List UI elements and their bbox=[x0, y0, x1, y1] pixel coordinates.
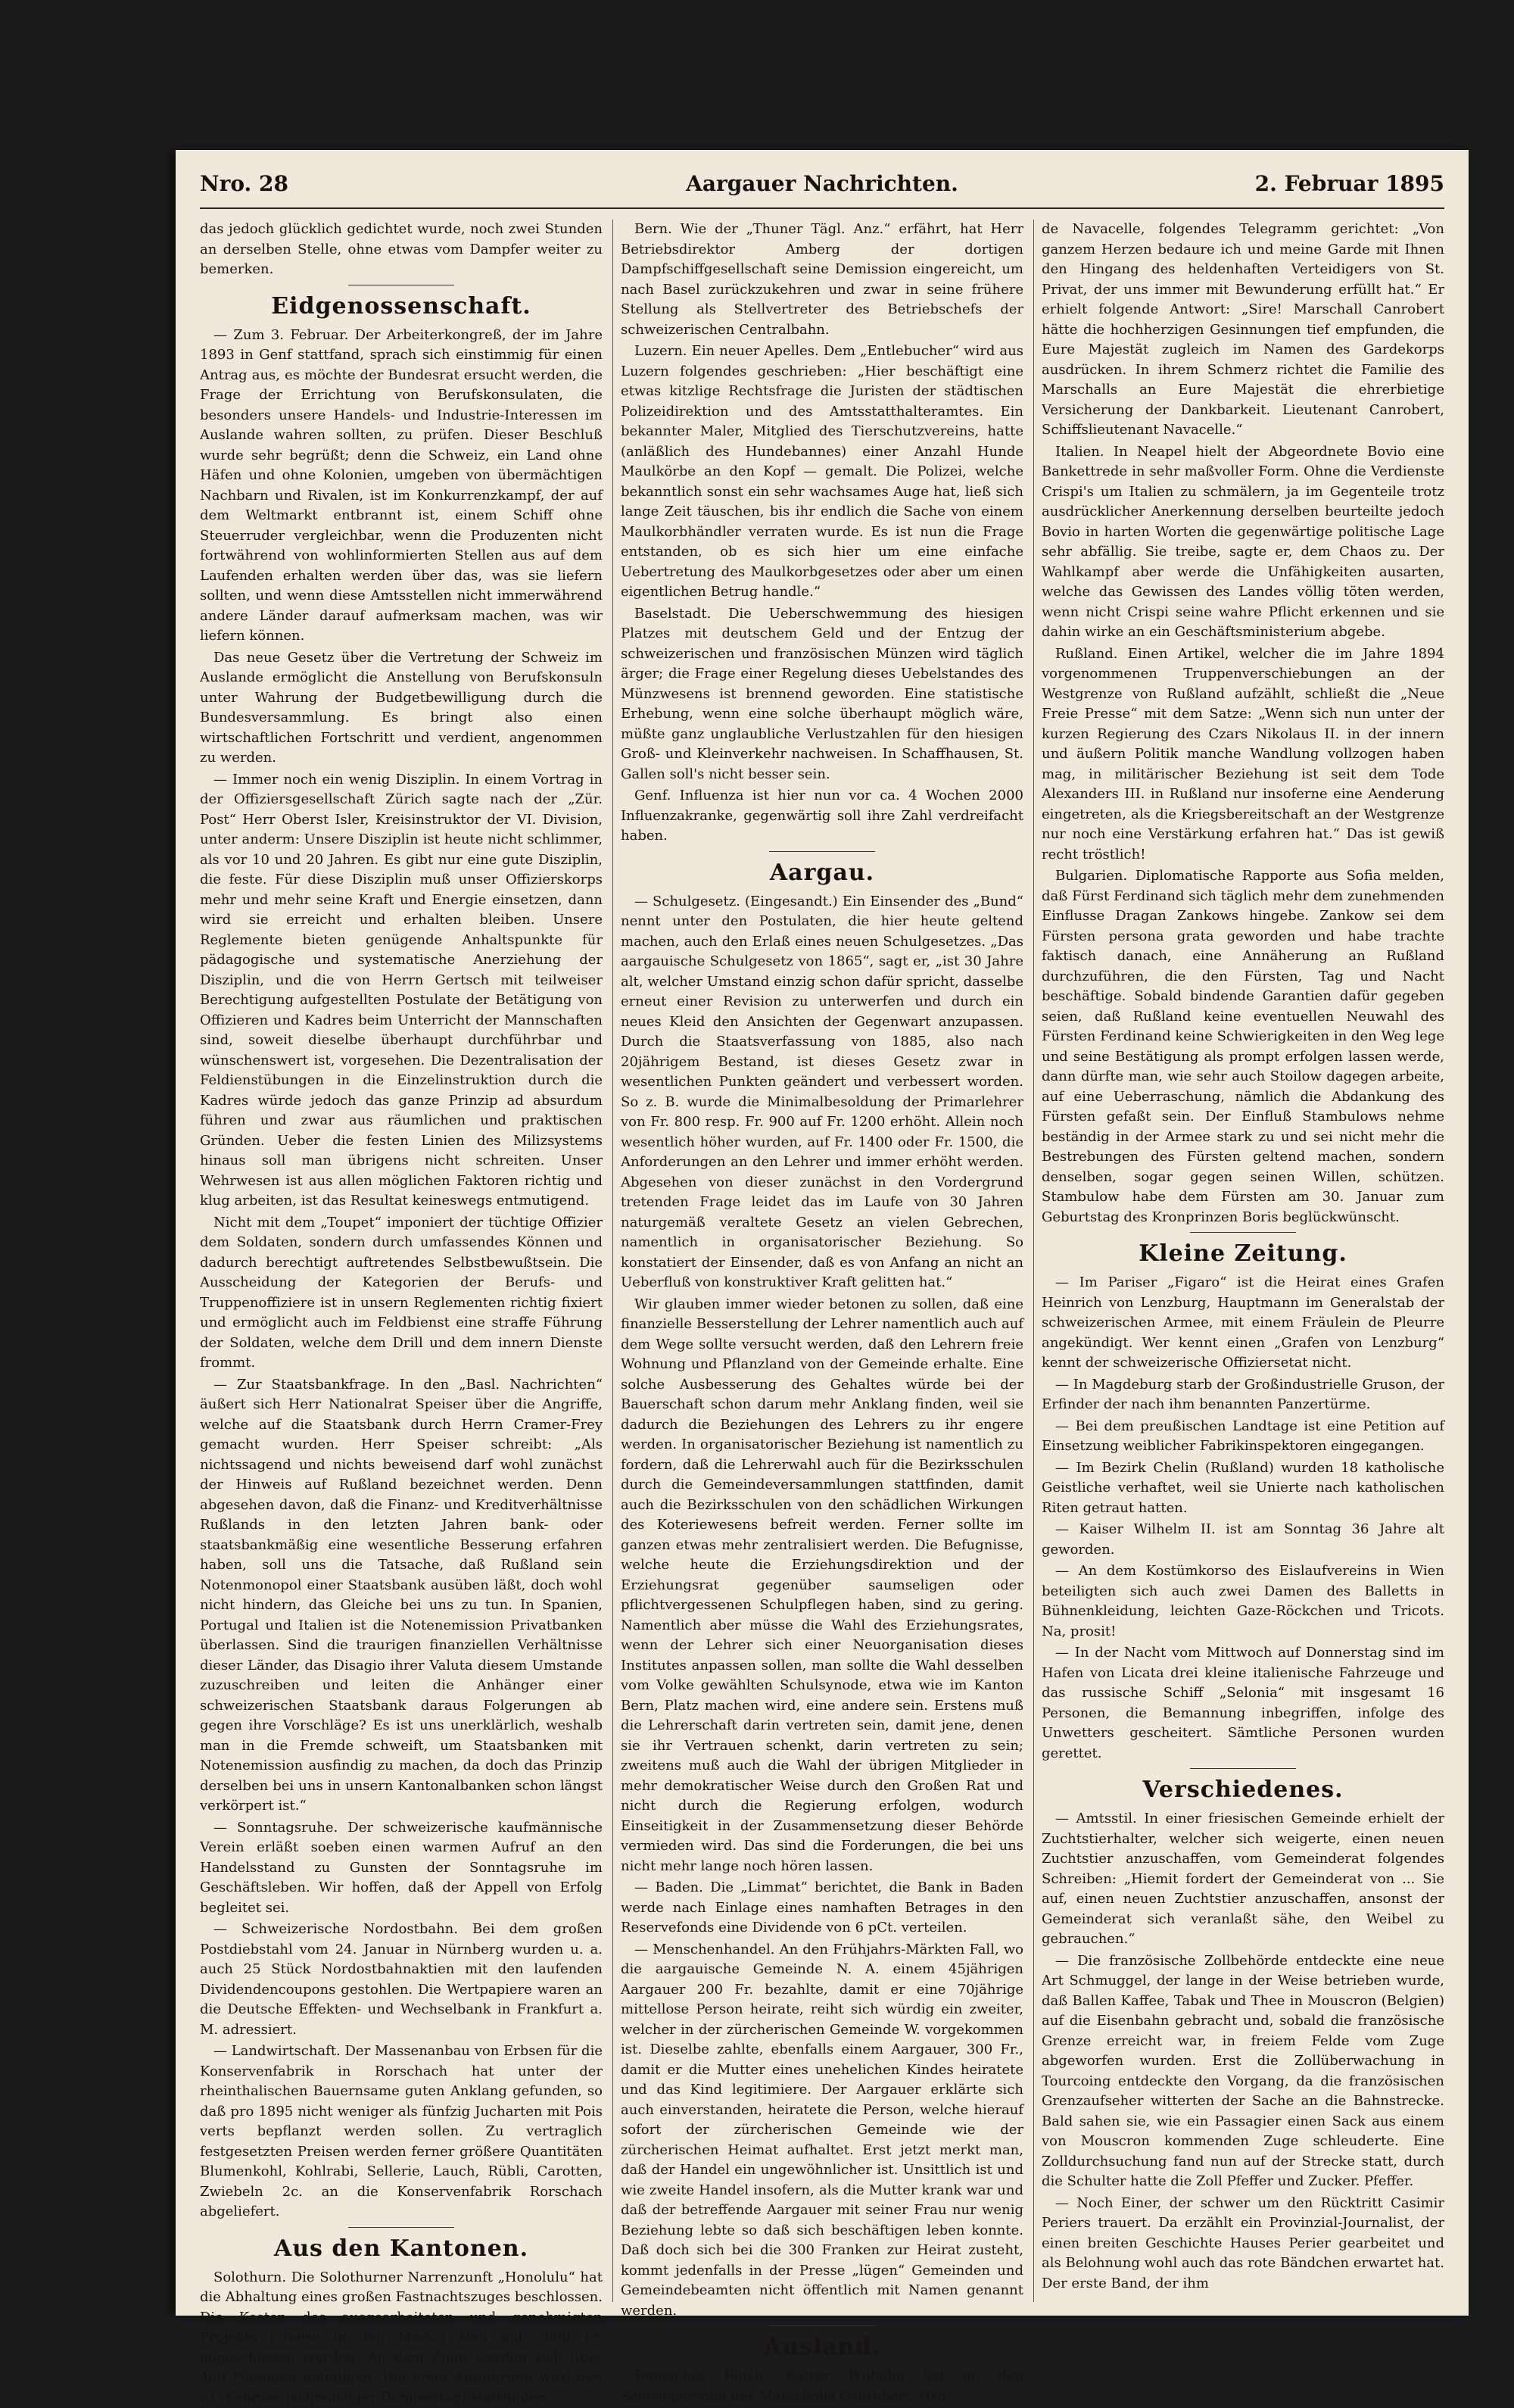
newspaper-page bbox=[176, 150, 1469, 2316]
paragraph: — Im Bezirk Chelin (Rußland) wurden 18 katholische Geistliche verhaftet, weil sie Unierte nach katholischen Riten getraut hatten. bbox=[1042, 1458, 1444, 1519]
paragraph: — Bei dem preußischen Landtage ist eine Petition auf Einsetzung weiblicher Fabrikinspektoren eingegangen. bbox=[1042, 1417, 1444, 1457]
section-rule bbox=[1190, 1232, 1296, 1233]
paragraph: — Zum 3. Februar. Der Arbeiterkongreß, der im Jahre 1893 in Genf stattfand, sprach sich einstimmig für einen Antrag aus, es möchte der Bundesrat ersucht werden, die Frage der Errichtung von Berufskonsulaten, die besonders unsere Handels- und Industrie-Interessen im Auslande wahren sollten, zu prüfen. Dieser Beschluß wurde sehr begrüßt; denn die Schweiz, ein Land ohne Häfen und ohne Kolonien, umgeben von übermächtigen Nachbarn und Rivalen, ist im Konkurrenzkampf, der auf dem Weltmarkt entbrannt ist, einem Schiff ohne Steuerruder vergleichbar, wenn die Produzenten nicht fortwährend von wohlinformierten Stellen aus auf dem Laufenden erhalten werden über das, was sie liefern sollten, und wenn diese Amtsstellen nicht immerwährend andere Länder darauf aufmerksam machen, was wir liefern können. bbox=[200, 326, 603, 647]
paragraph: — Die französische Zollbehörde entdeckte eine neue Art Schmuggel, der lange in der Weise betrieben wurde, daß Ballen Kaffee, Tabak und Thee in Mouscron (Belgien) auf die Eisenbahn gebracht und, sobald die französische Grenze erreicht war, in freiem Felde vom Zuge abgeworfen wurden. Erst die Zollüberwachung in Tourcoing entdeckte den Vorgang, da die französischen Grenzaufseher witterten der Sache an die Bahnstrecke. Bald sahen sie, wie ein Passagier einen Sack aus einem von Mouscron kommenden Zuge schleuderte. Eine Zolldurchsuchung fand nun auf der Strecke statt, durch die Schulter hatte die Zoll Pfeffer und Zucker. Pfeffer. bbox=[1042, 1951, 1444, 2192]
paragraph: de Navacelle, folgendes Telegramm gerichtet: „Von ganzem Herzen bedaure ich und meine Garde mit Ihnen den Hingang des heldenhaften Verteidigers von St. Privat, der uns immer mit Bewunderung erfüllt hat.“ Er erhielt folgende Antwort: „Sire! Marschall Canrobert hätte die hochherzigen Gesinnungen tief empfunden, die Eure Majestät zugleich im Namen des Gardekorps ausdrücken. In ihrem Schmerz richtet die Familie des Marschalls an Eure Majestät die ehrerbietige Versicherung der Dankbarkeit. Lieutenant Canrobert, Schiffslieutenant Navacelle.“ bbox=[1042, 220, 1444, 441]
column-divider bbox=[612, 220, 613, 2302]
paragraph: Das neue Gesetz über die Vertretung der Schweiz im Auslande ermöglicht die Anstellung von Berufskonsuln unter Wahrung der Budgetbewilligung durch die Bundesversammlung. Es bringt also einen wirtschaftlichen Fortschritt und verdient, angenommen zu werden. bbox=[200, 648, 603, 769]
section-heading: Eidgenossenschaft. bbox=[200, 293, 603, 320]
issue-date: 2. Februar 1895 bbox=[1255, 171, 1444, 196]
header-rule bbox=[200, 207, 1444, 209]
section-heading: Aargau. bbox=[621, 859, 1023, 886]
section-rule bbox=[348, 2227, 454, 2228]
paragraph: — Im Pariser „Figaro“ ist die Heirat eines Grafen Heinrich von Lenzburg, Hauptmann im Generalstab der schweizerischen Armee, mit einem Fräulein de Pleurre angekündigt. Wer kennt einen „Grafen von Lenzburg“ kennt der schweizerische Offiziersetat nicht. bbox=[1042, 1273, 1444, 1374]
paragraph: das jedoch glücklich gedichtet wurde, noch zwei Stunden an derselben Stelle, ohne etwas vom Dampfer weiter zu bemerken. bbox=[200, 220, 603, 280]
paragraph: — In der Nacht vom Mittwoch auf Donnerstag sind im Hafen von Licata drei kleine italienische Fahrzeuge und das russische Schiff „Selonia“ mit insgesamt 16 Personen, die Bemannung inbegriffen, infolge des Unwetters gescheitert. Sämtliche Personen wurden gerettet. bbox=[1042, 1643, 1444, 1764]
column-3 bbox=[1042, 220, 1444, 2302]
section-heading: Kleine Zeitung. bbox=[1042, 1240, 1444, 1267]
paragraph: Bern. Wie der „Thuner Tägl. Anz.“ erfährt, hat Herr Betriebsdirektor Amberg der dortigen Dampfschiffgesellschaft seine Demission eingereicht, um nach Basel zurückzukehren und zwar in seine frühere Stellung als Stellvertreter des Betriebschefs der schweizerischen Centralbahn. bbox=[621, 220, 1023, 340]
paragraph: Luzern. Ein neuer Apelles. Dem „Entlebucher“ wird aus Luzern folgendes geschrieben: „Hier beschäftigt eine etwas kitzlige Rechtsfrage die Juristen der städtischen Polizeidirektion und des Amtsstatthalteramtes. Ein bekannter Maler, Mitglied des Tierschutzvereins, hatte (anläßlich des Hundebannes) einer Anzahl Hunde Maulkörbe an den Kopf — gemalt. Die Polizei, welche bekanntlich sonst ein sehr wachsames Auge hat, ließ sich lange Zeit täuschen, bis ihr endlich die Sache von einem Maulkorbhändler verraten wurde. Es ist nun die Frage entstanden, ob es sich hier um eine einfache Uebertretung des Maulkorbgesetzes oder aber um einen eigentlichen Betrug handle.“ bbox=[621, 342, 1023, 603]
paragraph: Deutsches Reich. Kaiser Wilhelm hat an den Schwiegersohn des Marschalls Canrobert, Hrn. bbox=[621, 2366, 1023, 2406]
section-rule bbox=[1190, 1768, 1296, 1769]
paragraph: — Sonntagsruhe. Der schweizerische kaufmännische Verein erläßt soeben einen warmen Aufruf an den Handelsstand zu Gunsten der Sonntagsruhe im Geschäftsleben. Wir hoffen, daß der Appell von Erfolg begleitet sei. bbox=[200, 1818, 603, 1919]
section-heading: Aus den Kantonen. bbox=[200, 2235, 603, 2262]
paragraph: — Menschenhandel. An den Frühjahrs-Märkten Fall, wo die aargauische Gemeinde N. A. einem 45jährigen Aargauer 200 Fr. bezahlte, damit er eine 70jährige mittellose Person heirate, reiht sich würdig ein zweiter, welcher in der zürcherischen Gemeinde W. vorgekommen ist. Dieselbe zahlte, ebenfalls einem Aargauer, 300 Fr., damit er die Mutter eines unehelichen Kindes heiratete und das Kind legitimiere. Der Aargauer erklärte sich auch einverstanden, heiratete die Person, welche hierauf sofort der zürcherischen Gemeinde wie der zürcherischen Heimat aufhaltet. Erst jetzt merkt man, daß der Handel ein ungewöhnlicher ist. Unsittlich ist und wie zweite Handel insofern, als die Mutter krank war und daß der betreffende Aargauer mit seiner Frau nur wenig Beziehung lebte so daß sich beschäftigen leben konnte. Daß doch sich bei die 300 Franken zur Heirat zusteht, kommt jedenfalls in der Presse „lügen“ Gemeinden und Gemeindebeamten nicht öffentlich mit Namen genannt werden. bbox=[621, 1940, 1023, 2322]
paragraph: — Baden. Die „Limmat“ berichtet, die Bank in Baden werde nach Einlage eines namhaften Betrages in den Reservefonds eine Dividende von 6 pCt. verteilen. bbox=[621, 1878, 1023, 1939]
paragraph: Rußland. Einen Artikel, welcher die im Jahre 1894 vorgenommenen Truppenverschiebungen an der Westgrenze von Rußland aufzählt, schließt die „Neue Freie Presse“ mit dem Satze: „Wenn sich nun unter der kurzen Regierung des Czars Nikolaus II. in der innern und äußern Politik manche Wandlung vollzogen haben mag, in militärischer Beziehung ist seit dem Tode Alexanders III. in Rußland nur insoferne eine Aenderung eingetreten, als die Kriegsbereitschaft an der Westgrenze nur noch eine Verstärkung erfahren hat.“ Das ist gewiß recht tröstlich! bbox=[1042, 644, 1444, 866]
paragraph: Italien. In Neapel hielt der Abgeordnete Bovio eine Bankettrede in sehr maßvoller Form. Ohne die Verdienste Crispi's um Italien zu schmälern, ja im Gegenteile trotz ausdrücklicher Anerkennung derselben beurteilte jedoch Bovio in harten Worten die gegenwärtige politische Lage sehr abfällig. Sie treibe, sagte er, dem Chaos zu. Der Wahlkampf aber werde die Unfähigkeiten ausarten, welche das Gewissen des Landes völlig töten werden, wenn nicht Crispi seine wahre Pflicht erkennen und sie dahin wirke an ein Geschäftsministerium abgebe. bbox=[1042, 442, 1444, 643]
page-header bbox=[200, 168, 1444, 201]
paragraph: — Immer noch ein wenig Disziplin. In einem Vortrag in der Offiziersgesellschaft Zürich sagte nach der „Zür. Post“ Herr Oberst Isler, Kreisinstruktor der VI. Division, unter anderm: Unsere Disziplin ist heute nicht schlimmer, als vor 10 und 20 Jahren. Es gibt nur eine gute Disziplin, die feste. Für diese Disziplin muß unser Offizierskorps mehr und mehr seine Kraft und Energie einsetzen, dann wird sie erreicht und erhalten bleiben. Unsere Reglemente bieten genügende Anhaltspunkte für pädagogische und systematische Anerziehung der Disziplin, und die von Herrn Gertsch mit teilweiser Berechtigung aufgestellten Postulate der Betätigung von Offizieren und Kadres beim Unterricht der Mannschaften sind, soweit dieselbe überhaupt durchführbar und wünschenswert ist, vorgesehen. Die Dezentralisation der Feldienstübungen in die Einzelinstruktion durch die Kadres würde jedoch das ganze Prinzip ad absurdum führen und zwar aus räumlichen und praktischen Gründen. Ueber die festen Linien des Milizsystems hinaus soll man übrigens nicht schreiten. Unser Wehrwesen ist aus allen möglichen Faktoren richtig und klug arbeiten, ist das Resultat keineswegs entmutigend. bbox=[200, 770, 603, 1212]
issue-number: Nro. 28 bbox=[200, 171, 288, 196]
paragraph: Wir glauben immer wieder betonen zu sollen, daß eine finanzielle Besserstellung der Lehrer namentlich auch auf dem Wege sollte versucht werden, daß den Lehrern freie Wohnung und Pflanzland von der Gemeinde erhalte. Eine solche Ausbesserung des Gehaltes würde bei der Bauerschaft schon darum mehr Anklang finden, weil sie dadurch die Beziehungen des Lehrers zu ihr engere werden. In organisatorischer Beziehung ist namentlich zu fordern, daß die Lehrerwahl auch für die Bezirksschulen durch die Gemeindeversammlungen stattfinden, damit auch die Bezirksschulen von den schädlichen Wirkungen des Koteriewesens befreit werden. Ferner sollte im ganzen etwas mehr zentralisiert werden. Die Befugnisse, welche heute die Erziehungsdirektion und der Erziehungsrat gegenüber saumseligen oder pflichtvergessenen Schulpflegen haben, sind zu gering. Namentlich aber müsse die Wahl des Erziehungsrates, wenn der Lehrer sich einer Neuorganisation dieses Institutes anpassen sollen, man sollte die Wahl desselben vom Volke gewählten Schulsynode, etwa wie im Kanton Bern, Platz machen wird, eine andere sein. Erstens muß die Lehrerschaft darin vertreten sein, damit jene, denen sie ihr Vertrauen schenkt, darin vertreten zu sein; zweitens muß auch die Wahl der übrigen Mitglieder in mehr demokratischer Weise durch den Großen Rat und nicht durch die Regierung erfolgen, wodurch Einseitigkeit in der Zusammensetzung dieser Behörde vermieden wird. Das sind die Forderungen, die bei uns nicht mehr lange noch hören lassen. bbox=[621, 1295, 1023, 1877]
column-1 bbox=[200, 220, 603, 2302]
paragraph: — Landwirtschaft. Der Massenanbau von Erbsen für die Konservenfabrik in Rorschach hat unter der rheinthalischen Bauernsame guten Anklang gefunden, so daß pro 1895 nicht weniger als fünfzig Jucharten mit Pois verts bepflanzt werden sollen. Zu vertraglich festgesetzten Preisen werden ferner größere Quantitäten Blumenkohl, Kohlrabi, Sellerie, Lauch, Rübli, Carotten, Zwiebeln 2c. an die Konservenfabrik Rorschach abgeliefert. bbox=[200, 2041, 603, 2222]
section-heading: Verschiedenes. bbox=[1042, 1776, 1444, 1803]
article-columns bbox=[200, 220, 1444, 2302]
paragraph: — An dem Kostümkorso des Eislaufvereins in Wien beteiligten sich auch zwei Damen des Balletts in Bühnenkleidung, leichten Gaze-Röckchen und Tricots. Na, prosit! bbox=[1042, 1561, 1444, 1642]
paragraph: Nicht mit dem „Toupet“ imponiert der tüchtige Offizier dem Soldaten, sondern durch umfassendes Können und dadurch berechtigt auftretendes Selbstbewußtsein. Die Ausscheidung der Kategorien der Berufs- und Truppenoffiziere ist in unsern Reglementen richtig fixiert und ermöglicht auch im Feldbienst eine straffe Führung der Soldaten, welche dem Drill und dem innern Dienste frommt. bbox=[200, 1213, 603, 1374]
paragraph: — Zur Staatsbankfrage. In den „Basl. Nachrichten“ äußert sich Herr Nationalrat Speiser über die Angriffe, welche auf die Staatsbank durch Herrn Cramer-Frey gemacht wurden. Herr Speiser schreibt: „Als nichtssagend und nichts beweisend darf wohl zunächst der Hinweis auf Rußland bezeichnet werden. Denn abgesehen davon, daß die Finanz- und Kreditverhältnisse Rußlands in den letzten Jahren bank- oder staatsbankmäßig eine wesentliche Besserung erfahren haben, soll uns die Tatsache, daß Rußland sein Notenmonopol einer Staatsbank ausüben läßt, doch wohl nicht hindern, das Gleiche bei uns zu tun. In Spanien, Portugal und Italien ist die Notenemission Privatbanken überlassen. Sind die traurigen finanziellen Verhältnisse dieser Länder, das Disagio ihrer Valuta diesem Umstande zuzuschreiben und leiten die Anhänger einer schweizerischen Staatsbank daraus Folgerungen ab gegen ihre Vorschläge? Es ist uns unerklärlich, weshalb man in die Fremde schweift, um Staatsbanken mit Notenemission ausfindig zu machen, da doch das Prinzip derselben bei uns in unsern Kantonalbanken schon längst verkörpert ist.“ bbox=[200, 1375, 603, 1817]
paragraph: Solothurn. Die Solothurner Narrenzunft „Honolulu“ hat die Abhaltung eines großen Fastnachtszuges beschlossen. Die Kosten des ausgearbeiteten und genehmigten Projekts („Reise in den Mars“) sind auf 7000 Fr. angeschlagen worden. An dem Zuge werden sich über 400 Personen beteiligen. Die erste Aufführung wird den 21. Februar (schmutziger Donnerstag) stattfinden. bbox=[200, 2268, 603, 2408]
newspaper-title: Aargauer Nachrichten. bbox=[200, 171, 1444, 196]
paragraph: Bulgarien. Diplomatische Rapporte aus Sofia melden, daß Fürst Ferdinand sich täglich mehr dem zunehmenden Einflusse Dragan Zankows hingebe. Zankow sei dem Fürsten persona grata geworden und habe trachte faktisch danach, eine Annäherung an Rußland durchzuführen, die den Fürsten, Tag und Nacht beschäftige. Sobald bindende Garantien dafür gegeben seien, daß Rußland keine eventuellen Neuwahl des Fürsten Ferdinand keine Schwierigkeiten in den Weg lege und seine Bestätigung als prompt erfolgen lassen werde, dann dürfte man, wie sehr auch Stoilow dagegen arbeite, auf eine Ueberraschung, nämlich die Abdankung des Fürsten gefaßt sein. Der Einfluß Stambulows nehme beständig in der Armee stark zu und sei nicht mehr die Bestrebungen des Fürsten geltend machen, sondern denselben, sogar gegen seinen Willen, schützen. Stambulow habe dem Fürsten am 30. Januar zum Geburtstag des Kronprinzen Boris beglückwünscht. bbox=[1042, 866, 1444, 1227]
column-2 bbox=[621, 220, 1023, 2302]
paragraph: — Noch Einer, der schwer um den Rücktritt Casimir Periers trauert. Da erzählt ein Provinzial-Journalist, der einen breiten Geschichte Hauses Perier gearbeitet und als Belohnung wohl auch das rote Bändchen erwartet hat. Der erste Band, der ihm bbox=[1042, 2194, 1444, 2294]
paragraph: — Schulgesetz. (Eingesandt.) Ein Einsender des „Bund“ nennt unter den Postulaten, die hier heute geltend machen, auch den Erlaß eines neuen Schulgesetzes. „Das aargauische Schulgesetz von 1865“, sagt er, „ist 30 Jahre alt, welcher Umstand einzig schon dafür spricht, dasselbe erneut einer Revision zu unterwerfen und durch ein neues Kleid den Ansichten der Gegenwart anzupassen. Durch die Staatsverfassung von 1885, also nach 20jährigem Bestand, ist dieses Gesetz zwar in wesentlichen Punkten geändert und verbessert worden. So z. B. wurde die Minimalbesoldung der Primarlehrer von Fr. 800 resp. Fr. 900 auf Fr. 1200 erhöht. Allein noch wesentlich höher wurden, auf Fr. 1400 oder Fr. 1500, die Anforderungen an den Lehrer und immer erhöht werden. Abgesehen von dieser zunächst in den Vordergrund tretenden Frage leidet das im Laufe von 30 Jahren naturgemäß veraltete Gesetz an vielen Gebrechen, namentlich in organisatorischer Beziehung. So konstatiert der Einsender, daß es von Anfang an nicht an Ueberfluß von konstruktiver Kraft gelitten hat.“ bbox=[621, 892, 1023, 1293]
paragraph: — Schweizerische Nordostbahn. Bei dem großen Postdiebstahl vom 24. Januar in Nürnberg wurden u. a. auch 25 Stück Nordostbahnaktien mit den laufenden Dividendencoupons gestohlen. Die Wertpapiere waren an die Deutsche Effekten- und Wechselbank in Frankfurt a. M. adressiert. bbox=[200, 1920, 603, 2040]
section-heading: Ausland. bbox=[621, 2334, 1023, 2360]
paragraph: — Kaiser Wilhelm II. ist am Sonntag 36 Jahre alt geworden. bbox=[1042, 1520, 1444, 1560]
paragraph: — Amtsstil. In einer friesischen Gemeinde erhielt der Zuchtstierhalter, welcher sich weigerte, einen neuen Zuchtstier anzuschaffen, vom Gemeinderat folgendes Schreiben: „Hiemit fordert der Gemeinderat von ... Sie auf, einen neuen Zuchtstier anzuschaffen, ansonst der Gemeinderat sich veranlaßt sähe, den Weibel zu gebrauchen.“ bbox=[1042, 1809, 1444, 1950]
paragraph: Baselstadt. Die Ueberschwemmung des hiesigen Platzes mit deutschem Geld und der Entzug der schweizerischen und französischen Münzen wird täglich ärger; die Frage einer Regelung dieses Uebelstandes des Münzwesens ist brennend geworden. Eine statistische Erhebung, wenn eine solche überhaupt möglich wäre, müßte ganz unglaubliche Verlustzahlen für den hiesigen Groß- und Kleinverkehr nachweisen. In Schaffhausen, St. Gallen soll's nicht besser sein. bbox=[621, 604, 1023, 785]
paragraph: Genf. Influenza ist hier nun vor ca. 4 Wochen 2000 Influenzakranke, gegenwärtig soll ihre Zahl verdreifacht haben. bbox=[621, 786, 1023, 847]
section-rule bbox=[769, 851, 875, 852]
paragraph: — In Magdeburg starb der Großindustrielle Gruson, der Erfinder der nach ihm benannten Panzertürme. bbox=[1042, 1375, 1444, 1415]
section-rule bbox=[769, 2325, 875, 2326]
column-divider bbox=[1033, 220, 1034, 2302]
